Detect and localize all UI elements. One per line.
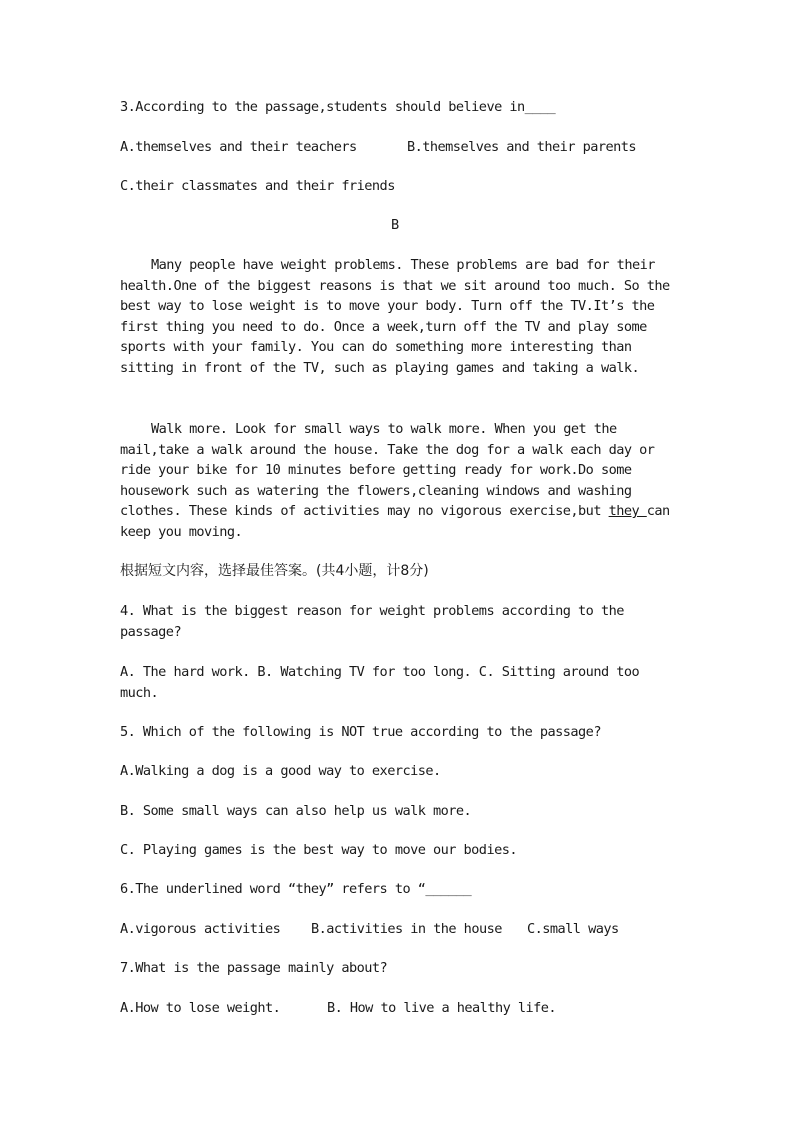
- q7-question: 7.What is the passage mainly about?: [120, 960, 388, 976]
- passage-paragraph-1: Many people have weight problems. These problems are bad for their health.One of the biggest reasons is that we sit around too much. So the best way to lose weight is to move your body. Turn off the TV.It’s the first thing you need to do. Once a week,turn off the TV and play some sports with your family. You can do something more interesting than sitting in front of the TV, such as playing games and taking a walk.: [120, 257, 670, 376]
- paragraph-2-end: can keep you moving.: [120, 503, 670, 540]
- q4-question: 4. What is the biggest reason for weight problems according to the passage?: [120, 603, 624, 640]
- q3-option-a: A.themselves and their teachers: [120, 139, 357, 155]
- passage-paragraph-2: [120, 419, 680, 543]
- q7-option-b: B. How to live a healthy life.: [327, 1000, 557, 1016]
- section-b-heading: B: [391, 217, 400, 233]
- q5-option-a: A.Walking a dog is a good way to exercise.: [120, 763, 441, 779]
- q6-question: 6.The underlined word “they” refers to “______: [120, 881, 472, 897]
- paragraph-2-text: Walk more. Look for small ways to walk more. When you get the mail,take a walk around the house. Take the dog for a walk each day or ride your bike for 10 minutes before getting ready for work.Do some housework such as watering the flowers,cleaning windows and washing clothes. These kinds of activities may no vigorous exercise,but: [120, 421, 655, 520]
- instruction: 根据短文内容，选择最佳答案。(共4小题，计8分): [120, 563, 429, 579]
- q6-option-c: C.small ways: [527, 921, 619, 937]
- q6-option-a: A.vigorous activities: [120, 921, 281, 937]
- q3-option-b: B.themselves and their parents: [407, 139, 637, 155]
- q5-question: 5. Which of the following is NOT true according to the passage?: [120, 724, 601, 740]
- underlined-word-they: they: [608, 503, 647, 520]
- q5-option-c: C. Playing games is the best way to move our bodies.: [120, 842, 517, 858]
- q7-option-a: A.How to lose weight.: [120, 1000, 281, 1016]
- q3-option-c: C.their classmates and their friends: [120, 178, 395, 194]
- q4-options: A. The hard work. B. Watching TV for too long. C. Sitting around too much.: [120, 664, 640, 701]
- q6-option-b: B.activities in the house: [311, 921, 502, 937]
- q3-question: 3.According to the passage,students should believe in____: [120, 99, 556, 115]
- q5-option-b: B. Some small ways can also help us walk more.: [120, 803, 472, 819]
